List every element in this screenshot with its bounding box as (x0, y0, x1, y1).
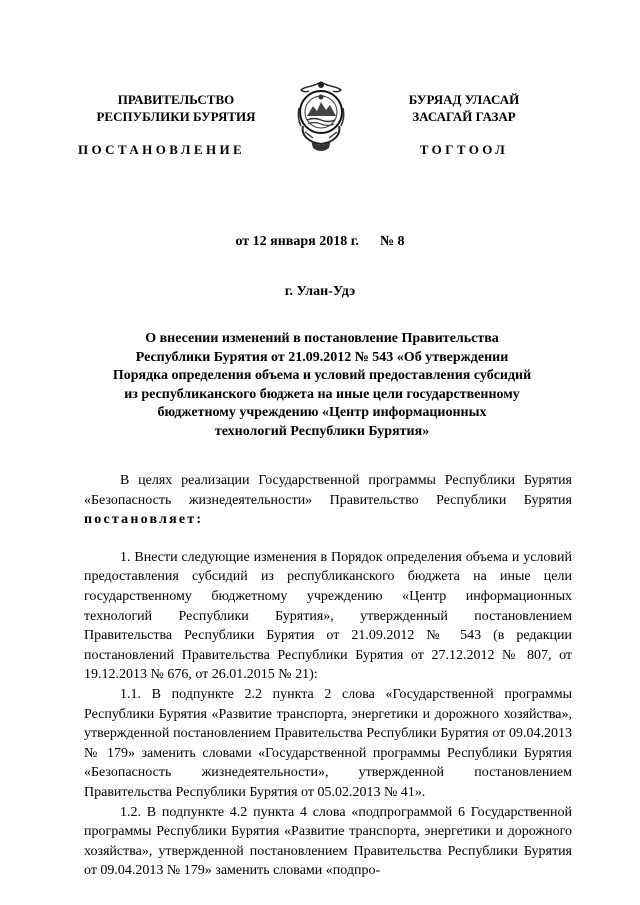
header-right (366, 91, 562, 125)
doc-type-left: ПОСТАНОВЛЕНИЕ (78, 142, 246, 157)
decree-word: постановляет: (84, 512, 204, 528)
paragraph-1-2: 1.2. В подпункте 4.2 пункта 4 слова «подпрограммой 6 Государственной программы Республики Бурятия «Развитие транспорта, энергетики и дорожного хозяйства», утвержденной постановлением Правительства Республики Бурятия от 09.04.2013 № 179» заменить словами «подпро- (84, 804, 572, 879)
decree-date-line (0, 234, 640, 250)
decree-number: № 8 (379, 234, 405, 249)
title-line: бюджетному учреждению «Центр информационных (157, 405, 487, 421)
title-line: технологий Республики Бурятия» (214, 423, 430, 439)
doc-type-right: ТОГТООЛ (419, 142, 509, 157)
city: г. Улан-Удэ (284, 284, 356, 299)
header-right-line2: ЗАСАГАЙ ГАЗАР (412, 109, 516, 124)
header-left-line2: РЕСПУБЛИКИ БУРЯТИЯ (96, 109, 256, 124)
decree-title (72, 330, 572, 442)
intro-text: В целях реализации Государственной программы Республики Бурятия «Безопасность жизнедеятельности» Правительство Республики Бурятия (84, 473, 572, 508)
title-line: Порядка определения объема и условий предоставления субсидий (112, 368, 532, 384)
title-line: О внесении изменений в постановление Правительства (145, 331, 499, 346)
decree-body (84, 471, 572, 881)
title-line: Республики Бурятия от 21.09.2012 № 543 «Об утверждении (135, 349, 509, 365)
header-left-line1: ПРАВИТЕЛЬСТВО (117, 92, 235, 107)
coat-of-arms-emblem (293, 78, 349, 156)
intro-paragraph (84, 471, 572, 530)
header-right-line1: БУРЯАД УЛАСАЙ (408, 92, 520, 107)
title-line: из республиканского бюджета на иные цели государственному (124, 386, 520, 402)
paragraph-1-1: 1.1. В подпункте 2.2 пункта 2 слова «Государственной программы Республики Бурятия «Развитие транспорта, энергетики и дорожного хозяйства», утвержденной постановлением Правительства Республики Бурятия от 09.04.2013 № 179» заменить словами «Государственной программы Республики Бурятия «Безопасность жизнедеятельности», утвержденной постановлением Правительства Республики Бурятия от 05.02.2013 № 41». (84, 686, 572, 800)
decree-date: от 12 января 2018 г. (235, 234, 359, 249)
header-left (78, 91, 274, 125)
paragraph-1: 1. Внести следующие изменения в Порядок определения объема и условий предоставления субсидий из республиканского бюджета на иные цели государственному бюджетному учреждению «Центр информационных технологий Республики Бурятия», утвержденный постановлением Правительства Республики Бурятия от 21.09.2012 № 543 (в редакции постановлений Правительства Республики Бурятия от 27.12.2012 № 807, от 19.12.2013 № 676, от 26.01.2015 № 21): (84, 549, 572, 683)
